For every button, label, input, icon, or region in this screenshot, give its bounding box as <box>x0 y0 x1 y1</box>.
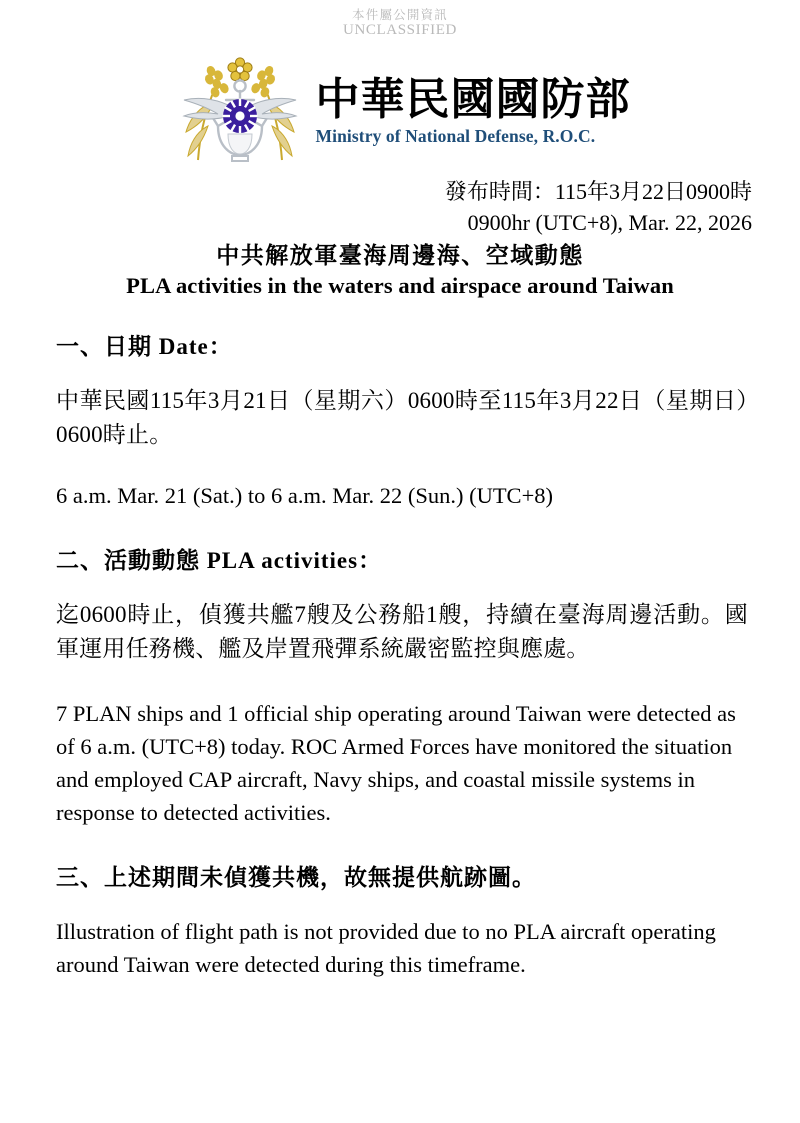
section-date-paragraph-cn: 中華民國115年3月21日（星期六）0600時至115年3月22日（星期日）0600時止。 <box>56 387 748 448</box>
organization-name-cn: 中華民國國防部 <box>315 75 631 124</box>
masthead-text <box>316 56 631 146</box>
section-activities-paragraph-en: 7 PLAN ships and 1 official ship operating around Taiwan were detected as of 6 a.m. (UTC+8) today. ROC Armed Forces have monitored the situation and employed CAP aircraft, Navy ships, and coastal missile systems in response to detected activities. <box>56 700 736 826</box>
roc-sun-emblem-icon <box>222 99 257 134</box>
page-title-en: PLA activities in the waters and airspace around Taiwan <box>126 273 674 299</box>
release-time-block <box>0 176 752 238</box>
classification-label-en: UNCLASSIFIED <box>343 22 457 39</box>
mnd-roc-emblem-icon <box>170 56 310 168</box>
release-time-cn: 發布時間：115年3月22日0900時 <box>444 179 752 204</box>
section-date-paragraph-en: 6 a.m. Mar. 21 (Sat.) to 6 a.m. Mar. 22 (Sun.) (UTC+8) <box>56 482 553 508</box>
classification-label-cn: 本件屬公開資訊 <box>352 8 448 22</box>
plum-blossom-icon <box>227 58 251 81</box>
organization-name-en: Ministry of National Defense, R.O.C. <box>315 126 596 146</box>
classification-banner <box>0 8 800 40</box>
section-activities-paragraph-cn: 迄0600時止，偵獲共艦7艘及公務船1艘，持續在臺海周邊活動。國軍運用任務機、艦及岸置飛彈系統嚴密監控與應處。 <box>56 601 748 662</box>
document-body <box>56 332 748 1007</box>
section-flight-path-paragraph-en: Illustration of flight path is not provided due to no PLA aircraft operating around Taiwan were detected during this timeframe. <box>56 918 716 978</box>
page-title-cn: 中共解放軍臺海周邊海、空域動態 <box>216 243 584 268</box>
section-heading-date: 一、日期 Date： <box>56 334 233 359</box>
masthead <box>0 56 800 168</box>
release-time-en: 0900hr (UTC+8), Mar. 22, 2026 <box>467 210 752 236</box>
page-title <box>0 240 800 301</box>
section-heading-activities: 二、活動動態 PLA activities： <box>56 547 383 573</box>
section-heading-flight-path: 三、上述期間未偵獲共機，故無提供航跡圖。 <box>56 865 536 891</box>
